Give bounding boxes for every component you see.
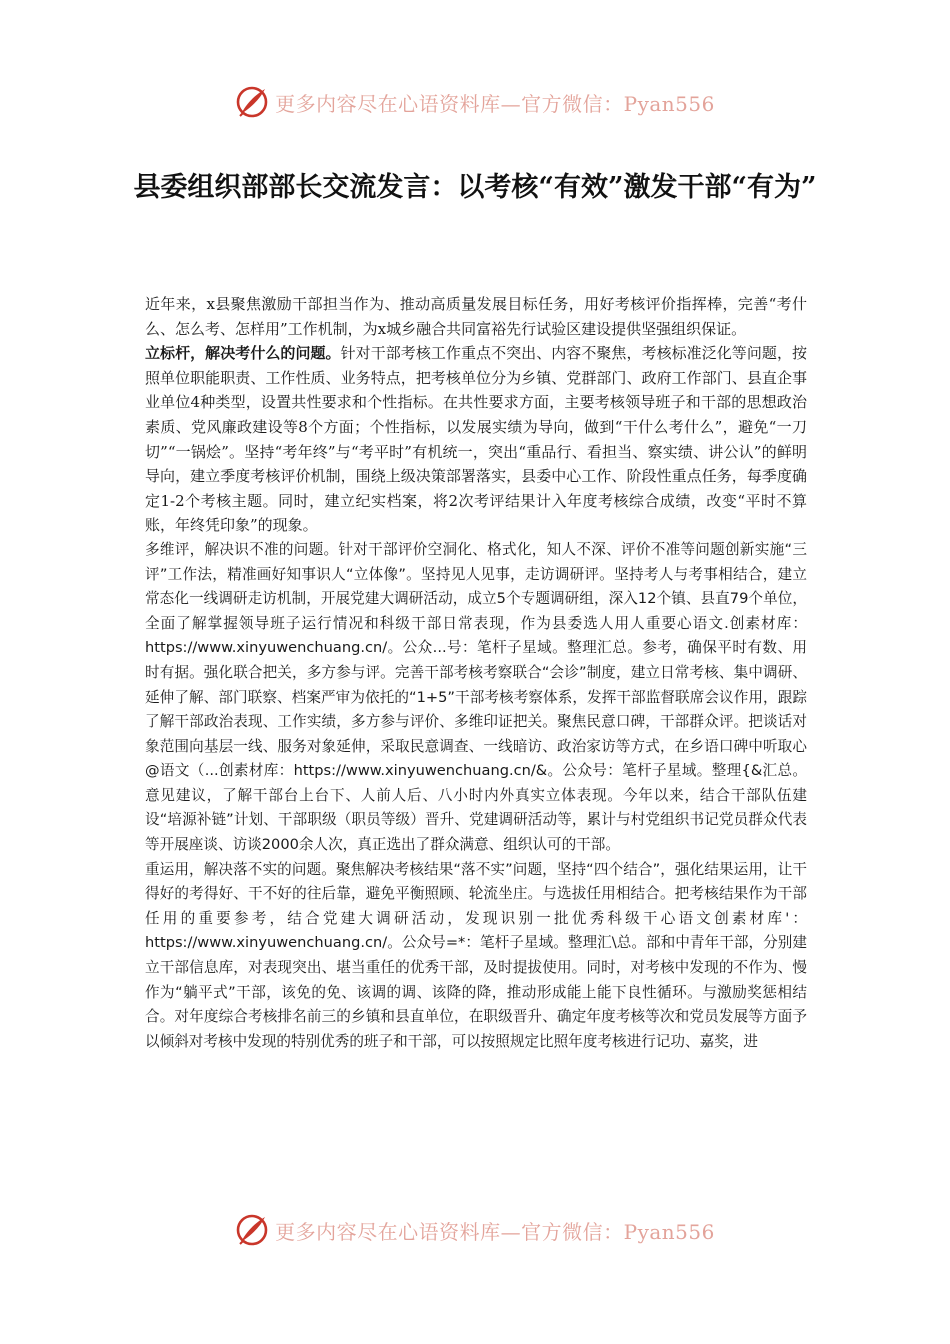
- page-title: 县委组织部部长交流发言：以考核“有效”激发干部“有为”: [133, 172, 817, 204]
- document-body: [145, 292, 807, 1054]
- section-2-paragraph: 多维评，解决识不准的问题。针对干部评价空洞化、格式化，知人不深、评价不准等问题创新实施“三评”工作法，精准画好知事识人“立体像”。坚持见人见事，走访调研评。坚持考人与考事相结合，建立常态化一线调研走访机制，开展党建大调研活动，成立5个专题调研组，深入12个镇、县直79个单位，全面了解掌握领导班子运行情况和科级干部日常表现，作为县委选人用人重要心语文.创素材库：https://www.xinyuwenchuang.cn/。公众...号：笔杆子星域。整理汇总。参考，确保平时有数、用时有据。强化联合把关，多方参与评。完善干部考核考察联合“会诊”制度，建立日常考核、集中调研、延伸了解、部门联察、档案严审为依托的“1+5”干部考核考察体系，发挥干部监督联席会议作用，跟踪了解干部政治表现、工作实绩，多方参与评价、多维印证把关。聚焦民意口碑，干部群众评。把谈话对象范围向基层一线、服务对象延伸，采取民意调查、一线暗访、政治家访等方式，在乡语口碑中听取心@语文（...创素材库：https://www.xinyuwenchuang.cn/&。公众号：笔杆子星域。整理{&汇总。意见建议，了解干部台上台下、人前人后、八小时内外真实立体表现。今年以来，结合干部队伍建设“培源补链”计划、干部职级（职员等级）晋升、党建调研活动等，累计与村党组织书记党员群众代表等开展座谈、访谈2000余人次，真正选出了群众满意、组织认可的干部。: [145, 540, 807, 854]
- banner-text: 更多内容尽在心语资料库—官方微信：Pyan556: [275, 1219, 715, 1244]
- section-3-paragraph: 重运用，解决落不实的问题。聚焦解决考核结果“落不实”问题，坚持“四个结合”，强化结果运用，让干得好的考得好、干不好的往后靠，避免平衡照顾、轮流坐庄。与选拔任用相结合。把考核结果作为干部任用的重要参考，结合党建大调研活动，发现识别一批优秀科级干心语文创素材库'：https://www.xinyuwenchuang.cn/。公众号=*：笔杆子星域。整理汇\总。部和中青年干部，分别建立干部信息库，对表现突出、堪当重任的优秀干部，及时提拔使用。同时，对考核中发现的不作为、慢作为“躺平式”干部，该免的免、该调的调、该降的降，推动形成能上能下良性循环。与激励奖惩相结合。对年度综合考核排名前三的乡镇和县直单位，在职级晋升、确定年度考核等次和党员发展等方面予以倾斜对考核中发现的特别优秀的班子和干部，可以按照规定比照年度考核进行记功、嘉奖，进: [145, 860, 807, 1050]
- quill-pen-logo-icon: [235, 85, 269, 119]
- footer-watermark-banner: [0, 1210, 950, 1250]
- quill-pen-logo-icon: [235, 1213, 269, 1247]
- section-1-lead: 立标杆，解决考什么的问题。: [145, 344, 341, 363]
- intro-paragraph: 近年来，x县聚焦激励干部担当作为、推动高质量发展目标任务，用好考核评价指挥棒，完善“考什么、怎么考、怎样用”工作机制，为x城乡融合共同富裕先行试验区建设提供坚强组织保证。: [145, 295, 807, 338]
- section-1-body: 针对干部考核工作重点不突出、内容不聚焦，考核标准泛化等问题，按照单位职能职责、工作性质、业务特点，把考核单位分为乡镇、党群部门、政府工作部门、县直企事业单位4种类型，设置共性要求和个性指标。在共性要求方面，主要考核领导班子和干部的思想政治素质、党风廉政建设等8个方面；个性指标，以发展实绩为导向，做到“干什么考什么”，避免“一刀切”“一锅烩”。坚持“考年终”与“考平时”有机统一，突出“重品行、看担当、察实绩、讲公认”的鲜明导向，建立季度考核评价机制，围绕上级决策部署落实，县委中心工作、阶段性重点任务，每季度确定1-2个考核主题。同时，建立纪实档案，将2次考评结果计入年度考核综合成绩，改变“平时不算账，年终凭印象”的现象。: [145, 344, 807, 535]
- section-1-paragraph: [145, 341, 807, 538]
- header-watermark-banner: [0, 82, 950, 122]
- banner-text: 更多内容尽在心语资料库—官方微信：Pyan556: [275, 91, 715, 116]
